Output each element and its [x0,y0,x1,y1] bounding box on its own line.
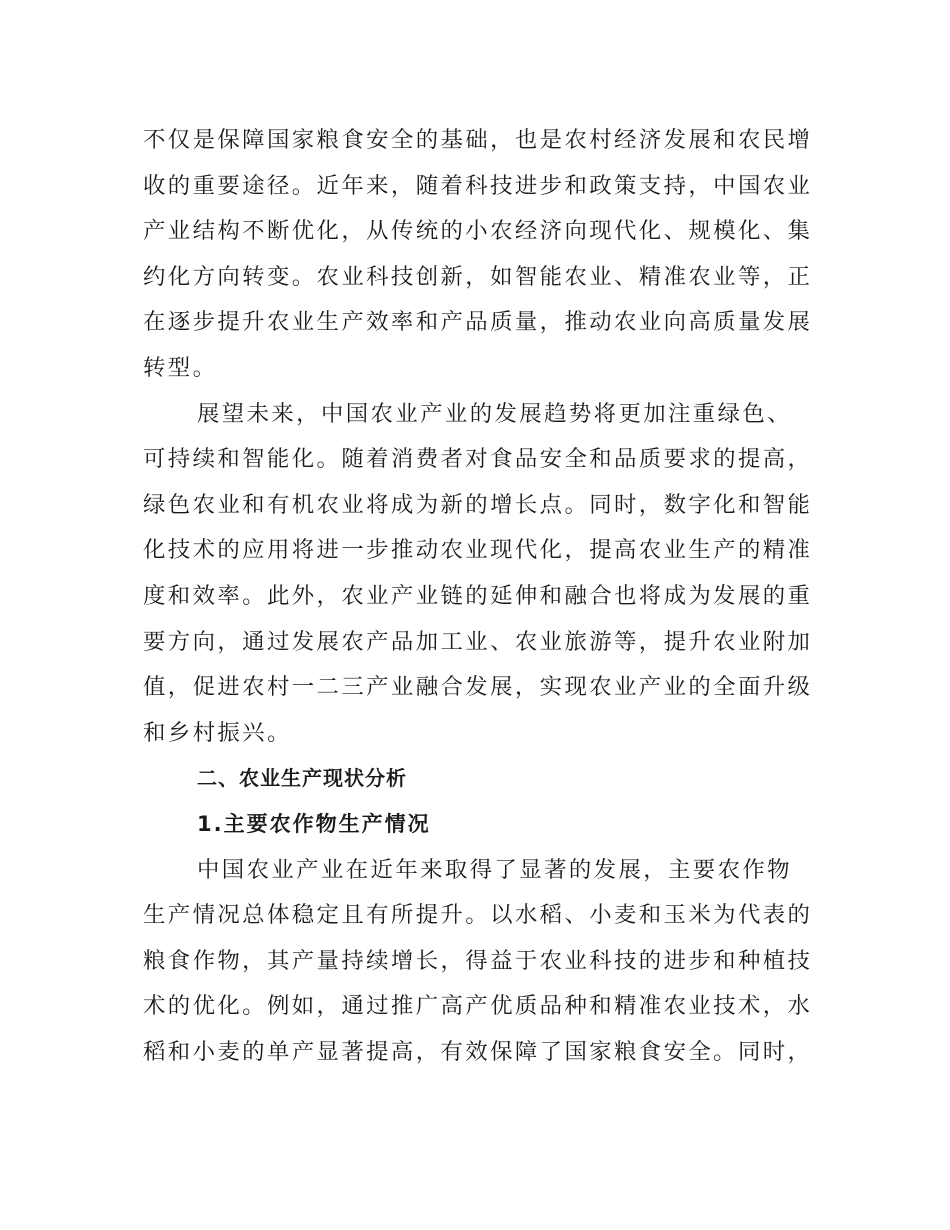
text-line: 产业结构不断优化，从传统的小农经济向现代化、规模化、集 [143,218,813,245]
text-line: 绿色农业和有机农业将成为新的增长点。同时，数字化和智能 [143,491,813,518]
text-line: 要方向，通过发展农产品加工业、农业旅游等，提升农业附加 [143,628,813,655]
text-line: 展望未来，中国农业产业的发展趋势将更加注重绿色、 [197,400,792,427]
paragraph-outlook [143,392,813,757]
text-line: 值，促进农村一二三产业融合发展，实现农业产业的全面升级 [143,674,813,701]
text-line: 转型。 [143,354,218,381]
text-line: 不仅是保障国家粮食安全的基础，也是农村经济发展和农民增 [143,127,813,153]
paragraph-crop-production [143,848,813,1076]
document-page [143,118,813,1075]
text-line: 约化方向转变。农业科技创新，如智能农业、精准农业等，正 [143,263,813,290]
text-line: 在逐步提升农业生产效率和产品质量，推动农业向高质量发展 [143,309,813,336]
text-line: 收的重要途径。近年来，随着科技进步和政策支持，中国农业 [143,172,813,199]
text-line: 粮食作物，其产量持续增长，得益于农业科技的进步和种植技 [143,947,813,974]
text-line: 稻和小麦的单产显著提高，有效保障了国家粮食安全。同时， [143,1038,813,1065]
text-line: 中国农业产业在近年来取得了显著的发展，主要农作物 [197,856,792,883]
text-line: 可持续和智能化。随着消费者对食品安全和品质要求的提高， [143,446,813,473]
paragraph-intro [143,118,813,392]
text-line: 生产情况总体稳定且有所提升。以水稻、小麦和玉米为代表的 [143,902,813,929]
text-line: 度和效率。此外，农业产业链的延伸和融合也将成为发展的重 [143,582,813,609]
text-line: 化技术的应用将进一步推动农业现代化，提高农业生产的精准 [143,537,813,564]
text-line: 术的优化。例如，通过推广高产优质品种和精准农业技术，水 [143,993,813,1020]
section-heading: 二、农业生产现状分析 [197,766,407,791]
text-line: 和乡村振兴。 [143,719,292,746]
subsection-heading: 1.主要农作物生产情况 [197,811,431,836]
